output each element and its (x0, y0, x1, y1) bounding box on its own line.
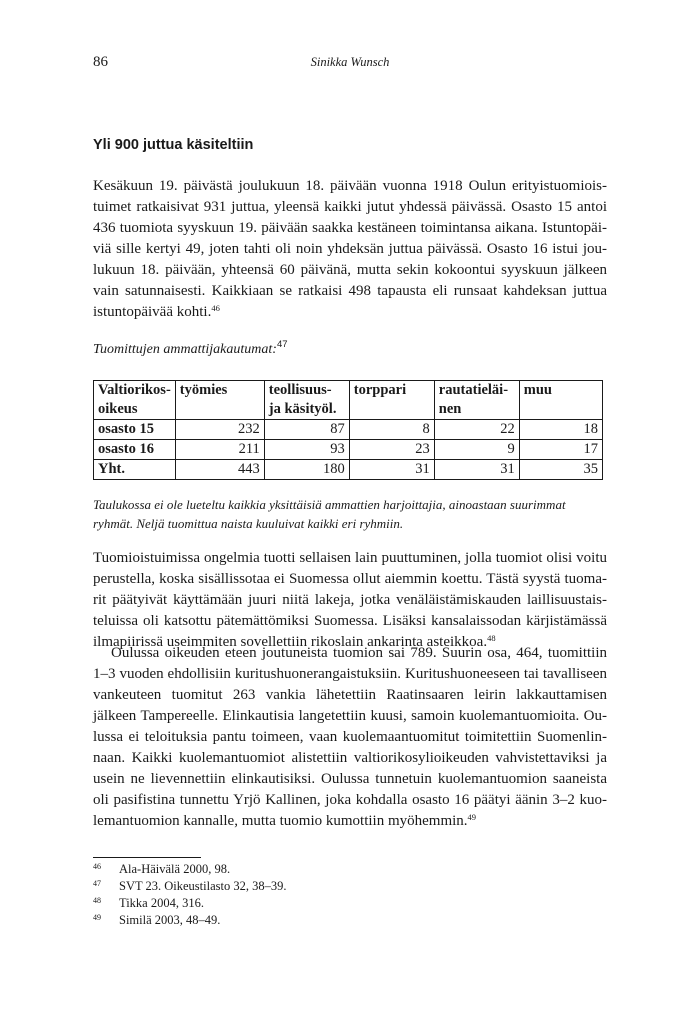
paragraph-1 (93, 176, 607, 323)
footnote-ref-46[interactable]: 46 (211, 303, 220, 313)
table-cell: 180 (264, 460, 349, 480)
table-header-cell: Valtiorikos- oikeus (94, 381, 176, 420)
table-row-label: osasto 15 (94, 420, 176, 440)
footnote-item (93, 912, 607, 929)
footnote-item (93, 878, 607, 895)
table-cell: 31 (434, 460, 519, 480)
footnote-number: 46 (93, 862, 101, 871)
footnote-text: SVT 23. Oikeustilasto 32, 38–39. (119, 879, 287, 893)
table-header-cell: muu (519, 381, 602, 420)
page-header (93, 54, 607, 72)
table-cell: 22 (434, 420, 519, 440)
footnote-ref-47[interactable]: 47 (276, 339, 288, 350)
table-header-row (94, 381, 603, 420)
footnote-number: 47 (93, 879, 101, 888)
footnote-text: Ala-Häivälä 2000, 98. (119, 862, 231, 876)
table-cell: 232 (175, 420, 264, 440)
page-number: 86 (93, 54, 108, 70)
table-cell: 23 (349, 440, 434, 460)
paragraph-1-text: Kesäkuun 19. päivästä joulukuun 18. päivään vuonna 1918 Oulun erityistuomioistuimet ratkaisivat 931 juttua, yleensä kaikki jutut yhdessä päivässä. Osasto 15 antoi 436 tuomiota syyskuun 19. päivään saakka kestäneen toimintansa aikana. Istuntopäiviä sille kertyi 49, joten tahti oli noin yhdeksän juttua päivässä. Osasto 16 istui joulukuun 18. päivään, yhteensä 60 päivänä, mutta sekin kokoontui syyskuun jälkeen vain satunnaisesti. Kaikkiaan se ratkaisi 498 tapausta eli runsaat kahdeksan juttua istuntopäivää kohti. (93, 178, 607, 320)
table-cell: 93 (264, 440, 349, 460)
table-header-cell: työmies (175, 381, 264, 420)
footnote-ref-49[interactable]: 49 (467, 812, 477, 822)
footnote-text: Tikka 2004, 316. (119, 896, 204, 910)
footnote-number: 48 (93, 896, 101, 905)
paragraph-2 (93, 548, 607, 653)
table-header-cell: torppari (349, 381, 434, 420)
footnote-text: Similä 2003, 48–49. (119, 913, 221, 927)
running-head: Sinikka Wunsch (310, 55, 390, 69)
footnote-item (93, 861, 607, 878)
table-row-total (94, 460, 603, 480)
table-header-cell: rautatieläi- nen (434, 381, 519, 420)
table-note: Taulukossa ei ole lueteltu kaikkia yksittäisiä ammattien harjoittajia, ainoastaan suurimmat ryhmät. Neljä tuomittua naista kuuluivat kaikki eri ryhmiin. (93, 497, 566, 531)
table-caption (93, 339, 288, 358)
table-row (94, 440, 603, 460)
footnote-ref-48[interactable]: 48 (487, 633, 496, 643)
table-row-label: osasto 16 (94, 440, 176, 460)
footnote-divider (93, 857, 201, 858)
table-cell: 9 (434, 440, 519, 460)
table-row-label: Yht. (94, 460, 176, 480)
footnotes (93, 861, 607, 929)
table-cell: 31 (349, 460, 434, 480)
paragraph-3 (93, 643, 607, 832)
table-cell: 87 (264, 420, 349, 440)
footnote-number: 49 (93, 913, 101, 922)
table-cell: 443 (175, 460, 264, 480)
table-cell: 211 (175, 440, 264, 460)
table-cell: 17 (519, 440, 602, 460)
table-caption-text: Tuomittujen ammattijakautumat: (93, 342, 277, 357)
table-row (94, 420, 603, 440)
table-cell: 35 (519, 460, 602, 480)
table-cell: 8 (349, 420, 434, 440)
section-heading: Yli 900 juttua käsiteltiin (93, 137, 254, 153)
occupation-table (93, 380, 603, 480)
paragraph-3-text: Oulussa oikeuden eteen joutuneista tuomion sai 789. Suurin osa, 464, tuomittiin 1–3 vuoden ehdollisiin kuritushuonerangaistuksiin. Kuritushuoneeseen tai tavalliseen vankeuteen tuomitut 263 vankia lähetettiin Raatinsaaren leirin lakkauttamisen jälkeen Tampereelle. Elinkautisia langetettiin kuusi, samoin kuolemantuomioita. Oulussa ei teloituksia pantu toimeen, vaan kuolemaantuomitut toimitettiin Suomenlinnaan. Kaikki kuolemantuomiot alistettiin valtiorikosylioikeuden vahvistettaviksi ja usein ne lievennettiin elinkautisiksi. Oulussa tunnetuin kuolemantuomion saaneista oli pasifistina tunnettu Yrjö Kallinen, joka kohdalla osasto 16 päätyi äänin 3–2 kuolemantuomion kannalle, mutta tuomio kumottiin myöhemmin. (93, 645, 607, 829)
table-cell: 18 (519, 420, 602, 440)
footnote-item (93, 895, 607, 912)
paragraph-2-text: Tuomioistuimissa ongelmia tuotti sellaisen lain puuttuminen, jolla tuomiot olisi voitu perustella, koska sisällissotaa ei Suomessa ollut aiemmin koettu. Tästä syystä tuomarit päätyivät käyttämään juuri niitä lakeja, jotka venäläistämiskauden laillisuustaisteluissa oli katsottu pätemättömiksi Suomessa. Lisäksi kansalaissodan kärjistämässä ilmapiirissä useimmiten sovellettiin rikoslain ankarinta asteikkoa. (93, 550, 607, 650)
table-header-cell: teollisuus- ja käsityöl. (264, 381, 349, 420)
